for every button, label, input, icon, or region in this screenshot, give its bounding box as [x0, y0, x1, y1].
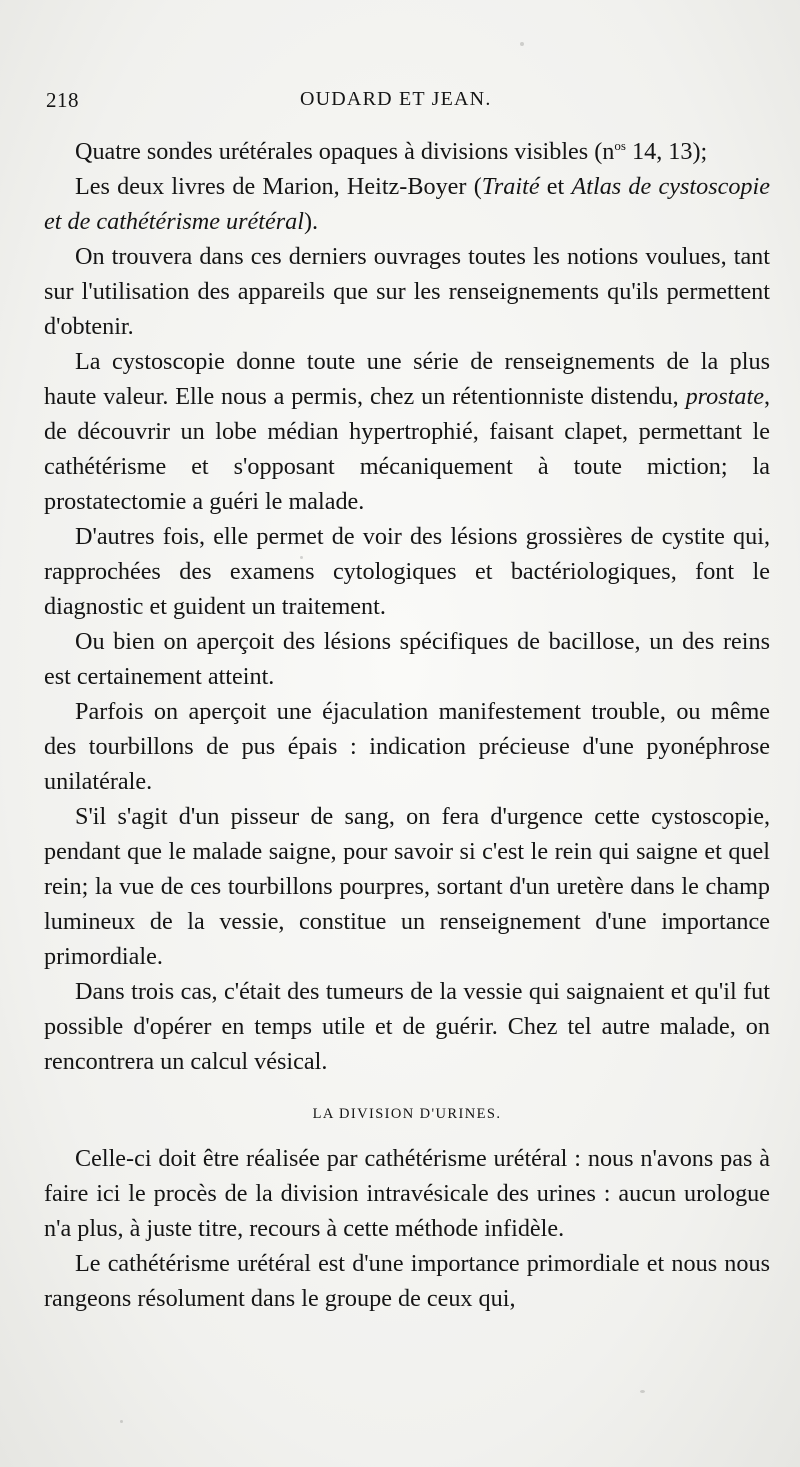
paragraph-text: La cystoscopie donne toute une série de renseignements de la plus haute valeur. Elle nous a permis, chez un rétentionniste distendu,	[44, 348, 770, 411]
paragraph-text: Quatre sondes urétérales opaques à divisions visibles (n	[75, 138, 615, 166]
superscript: os	[614, 138, 626, 153]
section-heading: LA DIVISION D'URINES.	[312, 1106, 502, 1123]
paper-speck	[300, 556, 303, 559]
italic-word: prostate	[685, 383, 764, 411]
paragraph-text: 14, 13);	[625, 138, 708, 166]
running-head: OUDARD ET JEAN.	[300, 88, 492, 110]
page-number: 218	[46, 88, 79, 112]
italic-title: Atlas de cystoscopie et de cathétérisme urétéral	[44, 173, 770, 236]
paragraph-text: , de découvrir un lobe médian hypertrophié, faisant clapet, permettant le cathétérisme et s'opposant mécaniquement à toute miction; la prostatectomie a guéri le malade.	[44, 383, 770, 516]
paragraph-sondes	[44, 128, 770, 169]
paragraph-pisseur: S'il s'agit d'un pisseur de sang, on fera d'urgence cette cystoscopie, pendant que le malade saigne, pour savoir si c'est le rein qui saigne et quel rein; la vue de ces tourbillons pourpres, sortant d'un uretère dans le champ lumineux de la vessie, constitue un renseignement d'une importance primordiale.	[44, 803, 770, 971]
paragraph-ejaculation: Parfois on aperçoit une éjaculation manifestement trouble, ou même des tourbillons de pus épais : indication précieuse d'une pyonéphrose unilatérale.	[44, 698, 770, 796]
paper-speck	[120, 1420, 123, 1423]
paragraph-ouvrages: On trouvera dans ces derniers ouvrages toutes les notions voulues, tant sur l'utilisation des appareils que sur les renseignements qu'ils permettent d'obtenir.	[44, 243, 770, 341]
paper-speck	[640, 1390, 645, 1393]
italic-title: Traité	[481, 173, 540, 201]
paragraph-cystoscopie	[44, 344, 770, 519]
paper-speck	[520, 42, 524, 46]
paragraph-text: Les deux livres de Marion, Heitz-Boyer (	[75, 173, 482, 201]
body-text	[44, 128, 770, 1316]
paragraph-catheterisme: Le cathétérisme urétéral est d'une importance primordiale et nous nous rangeons résolument dans le groupe de ceux qui,	[44, 1250, 770, 1313]
paragraph-tumeurs: Dans trois cas, c'était des tumeurs de la vessie qui saignaient et qu'il fut possible d'opérer en temps utile et de guérir. Chez tel autre malade, on rencontrera un calcul vésical.	[44, 978, 770, 1076]
paragraph-bacillose: Ou bien on aperçoit des lésions spécifiques de bacillose, un des reins est certainement atteint.	[44, 628, 770, 691]
paragraph-cystite: D'autres fois, elle permet de voir des lésions grossières de cystite qui, rapprochées des examens cytologiques et bactériologiques, font le diagnostic et guident un traitement.	[44, 523, 770, 621]
paragraph-division: Celle-ci doit être réalisée par cathétérisme urétéral : nous n'avons pas à faire ici le procès de la division intravésicale des urines : aucun urologue n'a plus, à juste titre, recours à cette méthode infidèle.	[44, 1145, 770, 1243]
paragraph-text: et	[539, 173, 572, 201]
paragraph-livres	[44, 169, 770, 239]
page-header	[46, 88, 766, 122]
paragraph-text: ).	[303, 208, 319, 236]
